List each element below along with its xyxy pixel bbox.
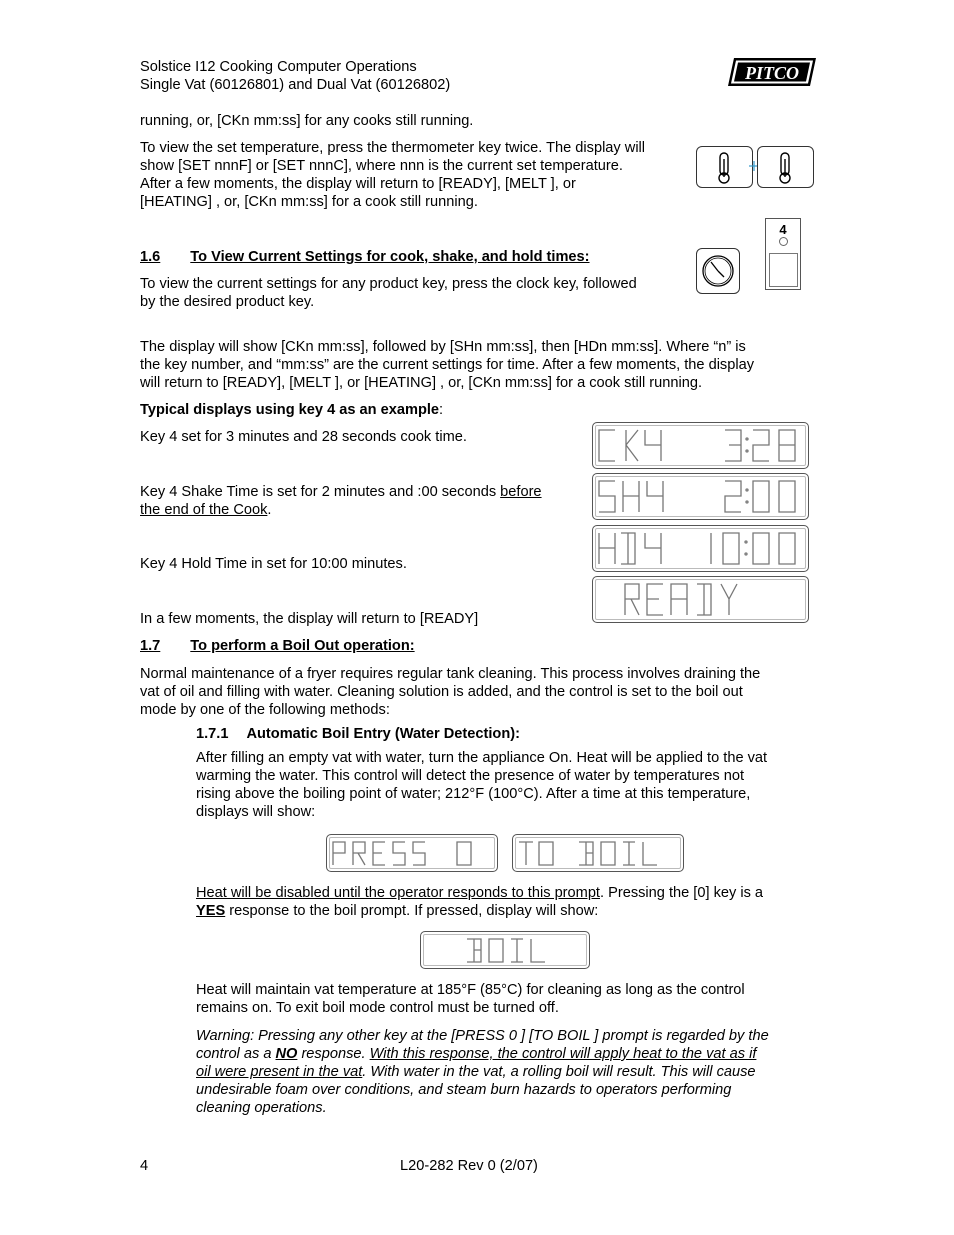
thermometer-keys: [696, 146, 814, 188]
lcd-toboil-glyphs: [519, 842, 657, 865]
warning-text: response.: [297, 1046, 370, 1062]
lcd-segments: [593, 577, 808, 622]
document-number: L20-282 Rev 0 (2/07): [400, 1158, 538, 1174]
lcd-segments: [421, 932, 589, 968]
heat-underline: Heat will be disabled until the operator responds to this prompt: [196, 885, 600, 901]
typical-displays-label: [140, 401, 443, 419]
lcd-display-ready: [592, 576, 809, 623]
thermometer-icon: [697, 147, 752, 187]
text-line: Heat will maintain vat temperature at 185°F (85°C) for cleaning as long as the control: [196, 982, 745, 998]
product-key-4[interactable]: [765, 218, 801, 290]
lcd-display-press: [326, 834, 498, 872]
section-1-6-heading: [140, 248, 590, 266]
hold-time-text: Key 4 Hold Time in set for 10:00 minutes.: [140, 556, 407, 572]
set-temperature-paragraph: [140, 139, 685, 211]
lcd-display-cook: [592, 422, 809, 469]
shake-text: Key 4 Shake Time is set for 2 minutes and :00 seconds: [140, 484, 501, 500]
warning-line-5: cleaning operations.: [196, 1100, 327, 1116]
shake-time-text: [140, 483, 580, 519]
logo-text: PITCO: [745, 63, 799, 83]
text-line: warming the water. This control will detect the presence of water by temperatures not: [196, 768, 745, 784]
warning-line-1: Warning: Pressing any other key at the [PRESS 0 ] [TO BOIL ] prompt is regarded by the: [196, 1028, 769, 1044]
text-line: After filling an empty vat with water, turn the appliance On. Heat will be applied to the vat: [196, 750, 768, 766]
text-line: will return to [READY], [MELT ], or [HEATING] , or, [CKn mm:ss] for a cook still running.: [140, 375, 703, 391]
key-pad: [769, 253, 798, 287]
text-line: To view the current settings for any product key, press the clock key, followed: [140, 276, 637, 292]
shake-end: .: [267, 502, 272, 518]
text-line: Normal maintenance of a fryer requires regular tank cleaning. This process involves draining the: [140, 666, 761, 682]
heat-rest: . Pressing the [0] key is a: [600, 885, 764, 901]
section-1-6-paragraph-2: [140, 338, 820, 392]
warning-paragraph: [196, 1027, 826, 1117]
section-number: 1.7.1: [196, 726, 229, 742]
clock-key[interactable]: [696, 248, 740, 294]
section-number: 1.6: [140, 249, 161, 265]
heat-disabled-paragraph: [196, 884, 826, 920]
text-line: [HEATING] , or, [CKn mm:ss] for a cook still running.: [140, 194, 478, 210]
thermometer-icon: [758, 147, 813, 187]
lcd-press-glyphs: [333, 842, 471, 865]
text-line: The display will show [CKn mm:ss], followed by [SHn mm:ss], then [HDn mm:ss]. Where “n” is: [140, 339, 746, 355]
text-line: remains on. To exit boil mode control must be turned off.: [196, 1000, 559, 1016]
section-title: To View Current Settings for cook, shake, and hold times:: [190, 249, 590, 265]
lcd-ready-glyphs: [625, 584, 737, 615]
cook-time-text: Key 4 set for 3 minutes and 28 seconds cook time.: [140, 429, 467, 445]
section-1-6-paragraph-1: [140, 275, 685, 311]
shake-underline-2: the end of the Cook: [140, 502, 268, 518]
clock-icon: [697, 249, 739, 293]
lcd-display-toboil: [512, 834, 684, 872]
lcd-display-boil: [420, 931, 590, 969]
indicator-light: [779, 237, 788, 246]
lcd-segments: [593, 474, 808, 519]
text-line: After a few moments, the display will return to [READY], [MELT ], or: [140, 176, 576, 192]
no-text: NO: [275, 1046, 298, 1062]
lcd-shake-glyphs: [599, 481, 795, 512]
header-title: [140, 58, 450, 94]
typical-bold: Typical displays using key 4 as an example: [140, 402, 440, 418]
lcd-segments: [593, 423, 808, 468]
lcd-display-hold: [592, 525, 809, 572]
thermometer-key[interactable]: [696, 146, 753, 188]
text-line: show [SET nnnF] or [SET nnnC], where nnn is the current set temperature.: [140, 158, 623, 174]
lcd-segments: [513, 835, 683, 871]
section-1-7-paragraph: [140, 665, 830, 719]
lcd-cook-glyphs: [599, 430, 795, 461]
section-title: Automatic Boil Entry (Water Detection):: [246, 726, 520, 742]
key-number: 4: [779, 222, 787, 237]
thermometer-key-2[interactable]: [757, 146, 814, 188]
shake-underline-1: before: [500, 484, 542, 500]
warning-line-4: undesirable foam over conditions, and steam burn hazards to operators performing: [196, 1082, 732, 1098]
header-line-1: Solstice I12 Cooking Computer Operations: [140, 59, 417, 75]
lcd-segments: [327, 835, 497, 871]
header-line-2: Single Vat (60126801) and Dual Vat (60126802): [140, 77, 451, 93]
maintain-paragraph: [196, 981, 826, 1017]
text-line: rising above the boiling point of water; 212°F (100°C). After a time at this temperature,: [196, 786, 751, 802]
running-text: running, or, [CKn mm:ss] for any cooks still running.: [140, 113, 474, 129]
warning-text: control as a: [196, 1046, 276, 1062]
pitco-logo: [728, 56, 818, 88]
warning-underline: With this response, the control will apply heat to the vat as if: [369, 1046, 757, 1062]
warning-underline: oil were present in the vat: [196, 1064, 363, 1080]
lcd-segments: [593, 526, 808, 571]
section-title: To perform a Boil Out operation:: [190, 638, 415, 654]
text-line: the key number, and “mm:ss” are the current settings for time. After a few moments, the display: [140, 357, 755, 373]
section-number: 1.7: [140, 638, 161, 654]
lcd-boil-glyphs: [467, 939, 545, 962]
typical-colon: :: [439, 402, 444, 418]
warning-text: . With water in the vat, a rolling boil will result. This will cause: [362, 1064, 756, 1080]
yes-text: YES: [196, 903, 226, 919]
text-line: mode by one of the following methods:: [140, 702, 390, 718]
text-line: vat of oil and filling with water. Cleaning solution is added, and the control is set to the boil out: [140, 684, 743, 700]
yes-rest: response to the boil prompt. If pressed, display will show:: [225, 903, 599, 919]
text-line: To view the set temperature, press the thermometer key twice. The display will: [140, 140, 646, 156]
section-1-7-1-heading: [196, 725, 520, 743]
page-number: 4: [140, 1158, 149, 1174]
section-1-7-1-paragraph: [196, 749, 826, 821]
text-line: by the desired product key.: [140, 294, 315, 310]
text-line: displays will show:: [196, 804, 316, 820]
section-1-7-heading: [140, 637, 415, 655]
lcd-hold-glyphs: [599, 533, 795, 564]
ready-text: In a few moments, the display will return to [READY]: [140, 611, 479, 627]
lcd-display-shake: [592, 473, 809, 520]
